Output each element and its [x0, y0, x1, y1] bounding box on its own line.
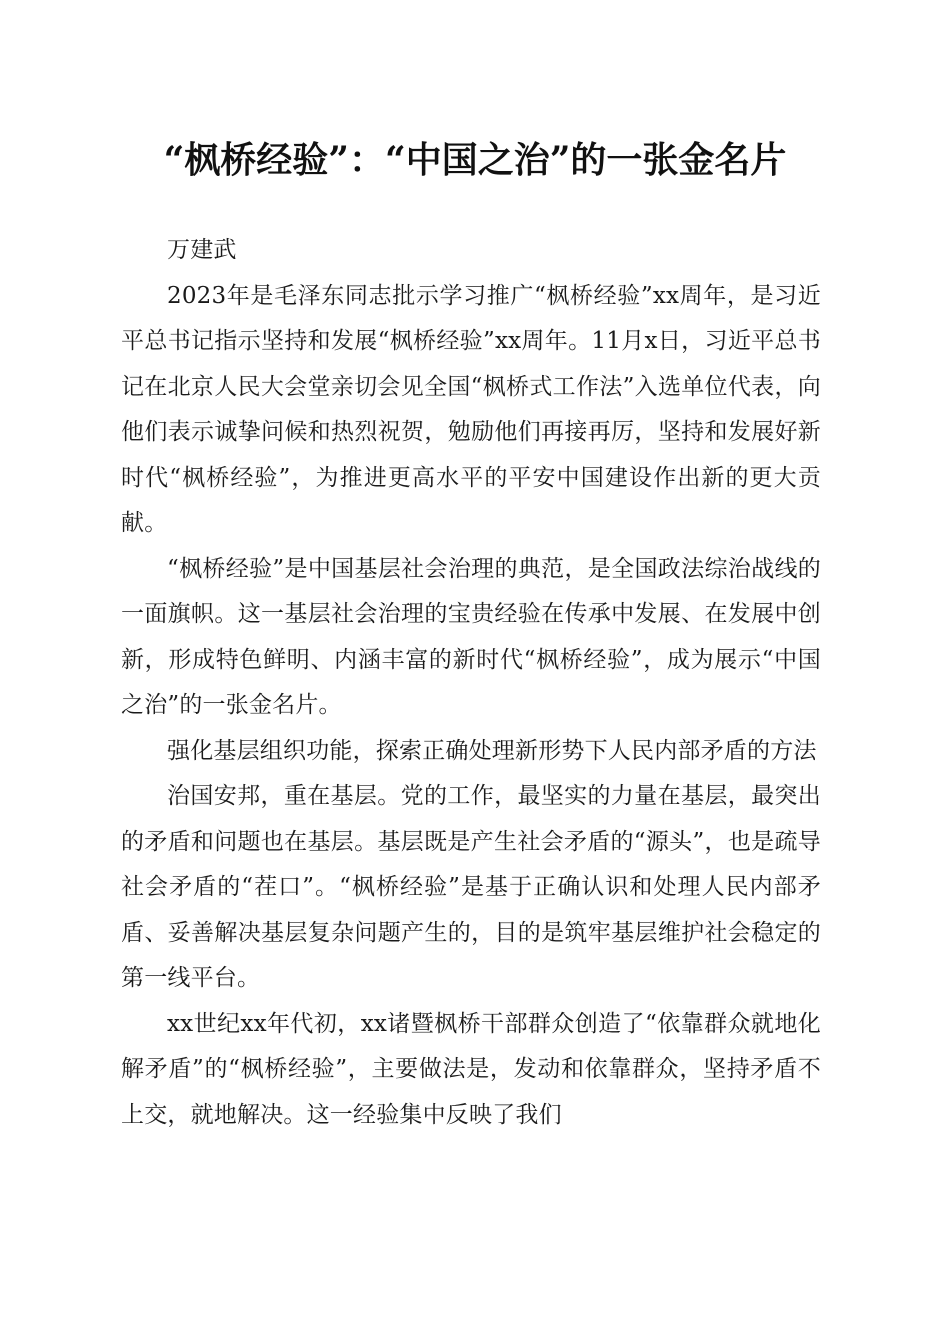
document-title: “枫桥经验”：“中国之治”的一张金名片 [163, 139, 787, 181]
author-line: 万建武 [167, 237, 237, 263]
paragraph: “枫桥经验”是中国基层社会治理的典范，是全国政法综治战线的一面旗帜。这一基层社会治理的宝贵经验在传承中发展、在发展中创新，形成特色鲜明、内涵丰富的新时代“枫桥经验”，成为展示“中国之治”的一张金名片。 [121, 555, 821, 718]
paragraph: xx世纪xx年代初，xx诸暨枫桥干部群众创造了“依靠群众就地化解矛盾”的“枫桥经验”，主要做法是，发动和依靠群众，坚持矛盾不上交，就地解决。这一经验集中反映了我们 [121, 1010, 821, 1128]
paragraph: 2023年是毛泽东同志批示学习推广“枫桥经验”xx周年，是习近平总书记指示坚持和发展“枫桥经验”xx周年。11月x日，习近平总书记在北京人民大会堂亲切会见全国“枫桥式工作法”入选单位代表，向他们表示诚挚问候和热烈祝贺，勉励他们再接再厉，坚持和发展好新时代“枫桥经验”，为推进更高水平的平安中国建设作出新的更大贡献。 [121, 282, 821, 536]
section-heading: 强化基层组织功能，探索正确处理新形势下人民内部矛盾的方法 [167, 737, 817, 764]
document-body [121, 228, 821, 1138]
paragraph: 治国安邦，重在基层。党的工作，最坚实的力量在基层，最突出的矛盾和问题也在基层。基层既是产生社会矛盾的“源头”，也是疏导社会矛盾的“茬口”。“枫桥经验”是基于正确认识和处理人民内部矛盾、妥善解决基层复杂问题产生的，目的是筑牢基层维护社会稳定的第一线平台。 [121, 783, 821, 991]
